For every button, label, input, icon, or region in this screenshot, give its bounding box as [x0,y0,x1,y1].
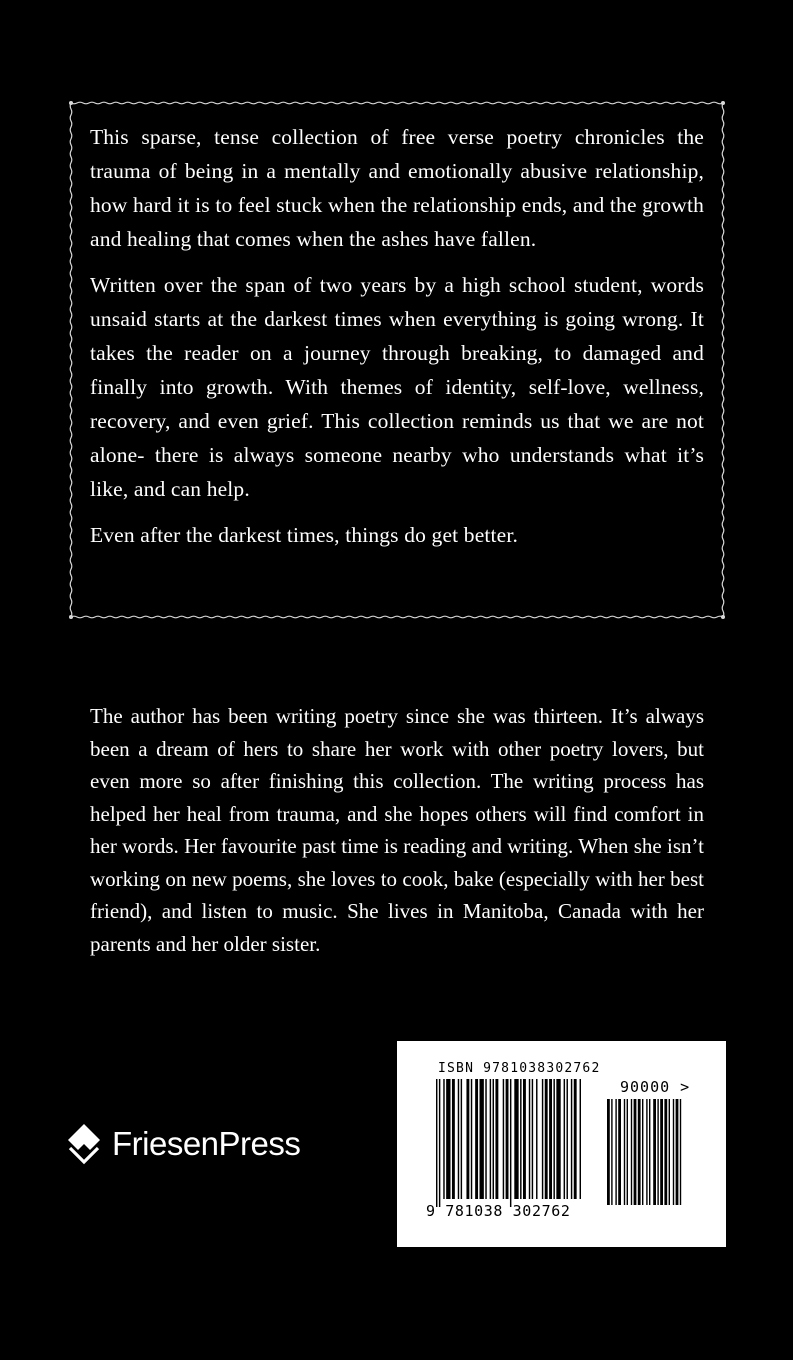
publisher-name: FriesenPress [112,1125,301,1162]
barcode-box [397,1041,726,1247]
blurb-paragraph-3: Even after the darkest times, things do get better. [90,523,518,547]
isbn-label: ISBN 9781038302762 [438,1061,601,1076]
publisher-logo [66,1122,300,1166]
price-code: 90000 > [620,1078,691,1096]
blurb-paragraph-1: This sparse, tense collection of free verse poetry chronicles the trauma of being in a mentally and emotionally abusive relationship, how hard it is to feel stuck when the relationship ends, and the growth and healing that comes when the ashes have fallen. [90,125,704,251]
blurb-text [90,120,704,564]
diamond-logo-icon [66,1122,102,1166]
author-bio-text: The author has been writing poetry since she was thirteen. It’s always been a dream of hers to share her work with other poetry lovers, but even more so after finishing this collection. The writing process has helped her heal from trauma, and she hopes others will find comfort in her words. Her favourite past time is reading and writing. When she isn’t working on new poems, she loves to cook, bake (especially with her best friend), and listen to music. She lives in Manitoba, Canada with her parents and her older sister. [90,704,704,956]
blurb-frame [68,100,726,620]
blurb-paragraph-2: Written over the span of two years by a high school student, words unsaid starts at the darkest times when everything is going wrong. It takes the reader on a journey through breaking, to damaged and finally into growth. With themes of identity, self-love, wellness, recovery, and even grief. This collection reminds us that we are not alone- there is always someone nearby who understands what it’s like, and can help. [90,273,704,501]
barcode-digits: 9 781038 302762 [426,1202,571,1220]
author-bio [90,700,704,960]
